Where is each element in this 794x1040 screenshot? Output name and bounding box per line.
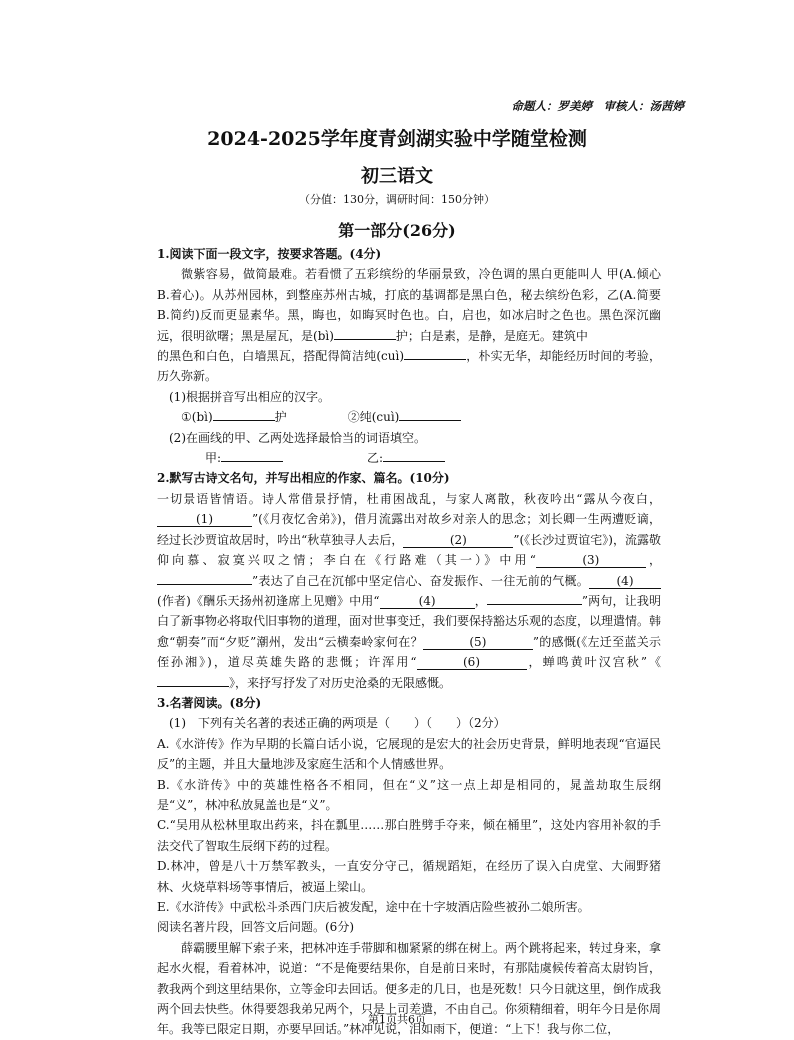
question-1-word-blanks: 甲: 乙:: [157, 448, 661, 468]
question-3-sub-2: 阅读名著片段，回答文后问题。(6分): [157, 920, 354, 935]
page-number: 第1页共6页: [368, 1013, 426, 1026]
question-1-heading: 1.阅读下面一段文字，按要求答题。(4分): [157, 247, 382, 261]
exam-title: 2024-2025学年度青剑湖实验中学随堂检测: [207, 128, 587, 150]
answer-blank[interactable]: (1): [157, 512, 252, 527]
option-c: C.“吴用从松林里取出药来，抖在瓢里……那白胜劈手夺来，倾在桶里”，这处内容用补叙的手法交代了智取生辰纲下药的过程。: [157, 818, 661, 853]
novel-excerpt: 薛霸腰里解下索子来，把林冲连手带脚和枷紧紧的绑在树上。两个跳将起来，转过身来，拿起水火棍，看着林冲，说道：“不是俺要结果你，自是前日来时，有那陆虞候传着高太尉钧旨，教我两个到这里结果你，立等金印去回话。便多走的几日，也是死数！只今日就这里，倒作成我两个回去快些。休得要怨我弟兄两个，只是上司差遣，不由自己。你须精细着，明年今日是你周年。我等已限定日期，亦要早回话。”林冲见说，泪如雨下，便道：“上下！我与你二位，: [157, 940, 662, 1037]
answer-blank[interactable]: [157, 686, 229, 687]
option-e: E.《水浒传》中武松斗杀西门庆后被发配，途中在十字坡酒店险些被孙二娘所害。: [157, 900, 590, 914]
question-2-heading: 2.默写古诗文名句，并写出相应的作家、篇名。(10分): [157, 471, 450, 486]
question-1-passage: 微紫容易，做简最难。若看惯了五彩缤纷的华丽景致，冷色调的黑白更能叫人 甲(A.倾心 B.着心)。从苏州园林，到整座苏州古城，打底的基调都是黑白色，秘去缤纷色彩，乙(A.简要 B.简约)反而更显素华。黑，晦也，如晦冥时色也。白，启也，如冰启时之色也。黑色深沉幽远，很明欲曙；黑是屋瓦，是(bì) 护；白是素，是静，是庭无。建筑中 的黑色和白色，白墙黑瓦，搭配得简洁纯(cuì) ，朴实无华，却能经历时间的考验，历久弥新。: [157, 267, 661, 384]
answer-blank[interactable]: (5): [423, 635, 533, 650]
part-heading: 第一部分(26分): [338, 221, 456, 240]
option-b: B.《水浒传》中的英雄性格各不相同，但在“义”这一点上却是相同的，晁盖劫取生辰纲是“义”，林冲私放晁盖也是“义”。: [157, 777, 661, 812]
question-1-pinyin-blanks: ①(bì) 护 ②纯(cuì): [157, 407, 661, 427]
exam-content: [157, 244, 661, 1040]
answer-blank[interactable]: [213, 420, 275, 421]
answer-blank[interactable]: [404, 359, 466, 360]
question-1-sub-1: (1)根据拼音写出相应的汉字。: [169, 389, 330, 404]
answer-blank[interactable]: [383, 461, 445, 462]
answer-blank[interactable]: (2): [403, 533, 513, 548]
answer-blank[interactable]: (4): [380, 594, 475, 609]
option-a: A.《水浒传》作为早期的长篇白话小说，它展现的是宏大的社会历史背景，鲜明地表现“官逼民反”的主题，并且大量地涉及家庭生活和个人情感世界。: [157, 736, 661, 772]
exam-meta: （分值：130分，调研时间：150分钟）: [299, 193, 495, 206]
option-d: D.林冲，曾是八十万禁军教头，一直安分守己，循规蹈矩，在经历了误入白虎堂、大闹野猪林、火烧草料场等事情后，被逼上梁山。: [157, 859, 661, 894]
question-3-sub-1: (1) 下列有关名著的表述正确的两项是（ ）（ ）（2分）: [169, 716, 506, 731]
answer-blank[interactable]: [334, 339, 396, 340]
answer-blank[interactable]: [487, 604, 582, 605]
answer-blank[interactable]: [157, 584, 252, 585]
question-1-sub-2: (2)在画线的甲、乙两处选择最恰当的词语填空。: [169, 430, 426, 445]
question-3-heading: 3.名著阅读。(8分): [157, 695, 262, 710]
exam-subject: 初三语文: [361, 166, 433, 187]
question-2-passage: 一切景语皆情语。诗人常借景抒情，杜甫困战乱，与家人离散，秋夜吟出“露从今夜白， (1) ”(《月夜忆舍弟》)，借月流露出对故乡对亲人的思念；刘长卿一生两遭贬谪，经过长沙贾谊故居时，吟出“秋草独寻人去后， (2) ”(《长沙过贾谊宅》)，流露敬仰向慕、寂寞兴叹之情；李白在《行路难（其一）》中用“ (3) ，”表达了自己在沉郁中坚定信心、奋发振作、一往无前的气概。 (4)(作者)《酬乐天扬州初逢席上见赠》中用“ (4) ， ”两句，让我明白了新事物必将取代旧事物的道理，面对世事变迁，我们要保持豁达乐观的态度，以理遣情。韩愈“朝奏”而“夕贬”潮州，发出“云横秦岭家何在？ (5) ”的感慨(《左迁至蓝关示侄孙湘》)，道尽英雄失路的悲慨；许浑用“ (6) ，蝉鸣黄叶汉宫秋”《》，来抒写抒发了对历史沧桑的无限感慨。: [157, 491, 662, 690]
answer-blank[interactable]: (3): [536, 553, 646, 568]
answer-blank[interactable]: (6): [417, 655, 527, 670]
answer-blank[interactable]: [221, 461, 283, 462]
answer-blank[interactable]: [399, 420, 461, 421]
authors-line: 命题人：罗美婷 审核人：汤茜婷: [511, 99, 684, 113]
answer-blank[interactable]: (4): [589, 574, 661, 589]
